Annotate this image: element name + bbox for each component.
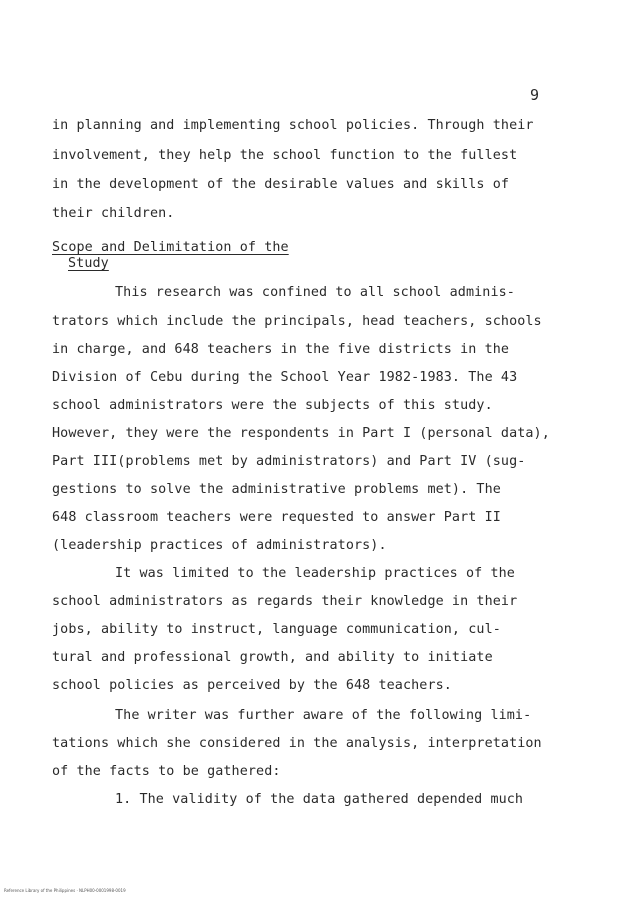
paragraph-line: gestions to solve the administrative problems met). The	[52, 482, 501, 497]
paragraph-line: school policies as perceived by the 648 teachers.	[52, 678, 452, 693]
paragraph-line: trators which include the principals, head teachers, schools	[52, 314, 542, 329]
paragraph-line: (leadership practices of administrators).	[52, 538, 387, 553]
paragraph-line: tations which she considered in the analysis, interpretation	[52, 736, 542, 751]
paragraph-line: Part III(problems met by administrators) and Part IV (sug-	[52, 454, 526, 469]
paragraph-line: in charge, and 648 teachers in the five districts in the	[52, 342, 510, 357]
paragraph-line: tural and professional growth, and ability to initiate	[52, 650, 493, 665]
paragraph-line: 648 classroom teachers were requested to answer Part II	[52, 510, 501, 525]
section-heading-continuation: Study	[68, 256, 109, 271]
paragraph-line: jobs, ability to instruct, language communication, cul-	[52, 622, 501, 637]
body-text-line: their children.	[52, 206, 175, 221]
paragraph-line: of the facts to be gathered:	[52, 764, 281, 779]
paragraph-line: Division of Cebu during the School Year 1982-1983. The 43	[52, 370, 518, 385]
paragraph-line: This research was confined to all school adminis-	[115, 285, 515, 300]
numbered-list-item: 1. The validity of the data gathered depended much	[115, 792, 524, 807]
paragraph-line: school administrators were the subjects of this study.	[52, 398, 493, 413]
page-number: 9	[530, 86, 540, 104]
body-text-line: in the development of the desirable values and skills of	[52, 177, 510, 192]
section-heading: Scope and Delimitation of the	[52, 240, 289, 255]
paragraph-line: school administrators as regards their knowledge in their	[52, 594, 518, 609]
paragraph-line: It was limited to the leadership practices of the	[115, 566, 515, 581]
body-text-line: in planning and implementing school policies. Through their	[52, 118, 534, 133]
scan-footer: Reference Library of the Philippines · NLPH00-0001998-0019	[4, 888, 126, 893]
paragraph-line: The writer was further aware of the following limi-	[115, 708, 532, 723]
body-text-line: involvement, they help the school function to the fullest	[52, 148, 518, 163]
paragraph-line: However, they were the respondents in Part I (personal data),	[52, 426, 550, 441]
